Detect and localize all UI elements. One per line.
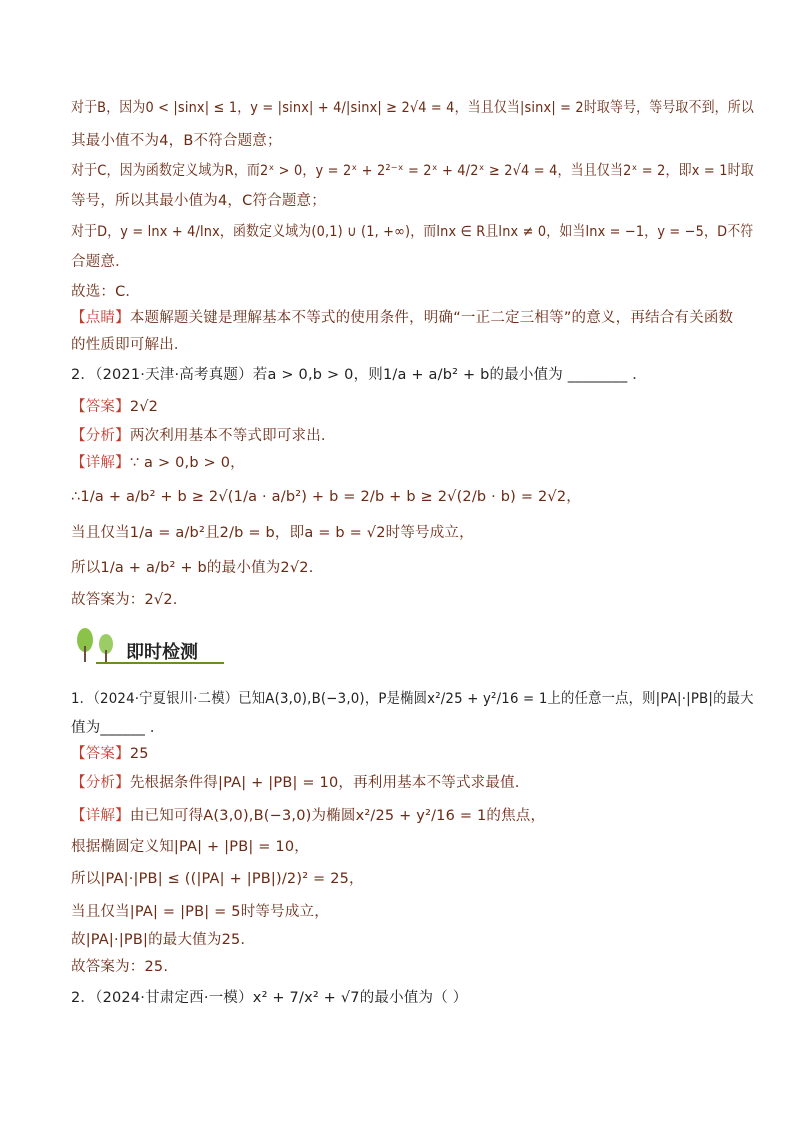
check2-stem: 2．（2024·甘肃定西·一模）x² + 7/x² + √7的最小值为（ ） <box>71 990 468 1006</box>
check1-detail-line-4: 当且仅当|PA| = |PB| = 5时等号成立， <box>71 904 329 920</box>
analysis-text: 两次利用基本不等式即可求出. <box>129 428 326 444</box>
check1-stem-1: 1．（2024·宁夏银川·二模）已知A(3,0),B(−3,0)，P是椭圆x²/25 + y²/16 = 1上的任意一点，则|PA|·|PB|的最大 <box>71 691 754 707</box>
check1-detail-line-1 <box>71 805 545 827</box>
question2-final: 故答案为：2√2. <box>71 592 178 608</box>
comment-text-1: 本题解题关键是理解基本不等式的使用条件，明确“一正二定三相等”的意义，再结合有关函数 <box>129 310 734 326</box>
analysis-text: 先根据条件得|PA| + |PB| = 10，再利用基本不等式求最值. <box>129 775 520 791</box>
check1-answer-line <box>71 743 149 765</box>
answer-value: 25 <box>129 746 149 762</box>
check1-detail-line-2: 根据椭圆定义知|PA| + |PB| = 10， <box>71 839 309 855</box>
answer-tag: 【答案】 <box>71 746 130 762</box>
check1-detail-line-3: 所以|PA|·|PB| ≤ ((|PA| + |PB|)/2)² = 25， <box>71 871 364 887</box>
question2-answer-line <box>71 396 158 418</box>
analysis-tag: 【分析】 <box>71 775 130 791</box>
check1-detail-line-5: 故|PA|·|PB|的最大值为25. <box>71 932 246 948</box>
section-title: 即时检测 <box>126 642 198 663</box>
solution-line-b1: 对于B，因为0 < |sinx| ≤ 1，y = |sinx| + 4/|sinx| ≥ 2√4 = 4，当且仅当|sinx| = 2时取等号，等号取不到，所以 <box>71 100 754 116</box>
analysis-tag: 【分析】 <box>71 428 130 444</box>
check1-final: 故答案为：25. <box>71 959 169 975</box>
comment-line-2: 的性质即可解出． <box>71 337 189 353</box>
detail-tag: 【详解】 <box>71 455 130 471</box>
question2-analysis-line <box>71 425 326 447</box>
solution-line-c1: 对于C，因为函数定义域为R，而2ˣ > 0，y = 2ˣ + 2²⁻ˣ = 2ˣ + 4/2ˣ ≥ 2√4 = 4，当且仅当2ˣ = 2，即x = 1时取 <box>71 163 754 179</box>
choice-line: 故选：C． <box>71 284 141 300</box>
question2-detail-line-1 <box>71 452 245 474</box>
answer-value: 2√2 <box>129 399 159 415</box>
comment-line-1 <box>71 307 733 329</box>
question2-detail-line-4: 所以1/a + a/b² + b的最小值为2√2. <box>71 560 314 576</box>
solution-line-c2: 等号，所以其最小值为4，C符合题意； <box>71 193 326 209</box>
answer-tag: 【答案】 <box>71 399 130 415</box>
question2-stem: 2．（2021·天津·高考真题）若a > 0,b > 0，则1/a + a/b² + b的最小值为 ________ ． <box>71 367 647 383</box>
comment-tag: 【点睛】 <box>71 310 130 326</box>
solution-line-d1: 对于D，y = lnx + 4/lnx，函数定义域为(0,1) ∪ (1, +∞)，而lnx ∈ R且lnx ≠ 0，如当lnx = −1，y = −5，D不符 <box>71 224 754 240</box>
solution-line-b2: 其最小值不为4，B不符合题意； <box>71 133 282 149</box>
detail-tag: 【详解】 <box>71 808 130 824</box>
check1-stem-2: 值为______ ． <box>71 720 165 736</box>
check1-analysis-line <box>71 772 520 794</box>
question2-detail-line-3: 当且仅当1/a = a/b²且2/b = b，即a = b = √2时等号成立， <box>71 525 474 541</box>
question2-detail-line-2: ∴1/a + a/b² + b ≥ 2√(1/a · a/b²) + b = 2/b + b ≥ 2√(2/b · b) = 2√2， <box>71 489 581 505</box>
solution-line-d2: 合题意． <box>71 254 130 270</box>
detail-text-1: ∵ a > 0,b > 0， <box>129 455 245 471</box>
detail-text-1: 由已知可得A(3,0),B(−3,0)为椭圆x²/25 + y²/16 = 1的焦点， <box>129 808 546 824</box>
